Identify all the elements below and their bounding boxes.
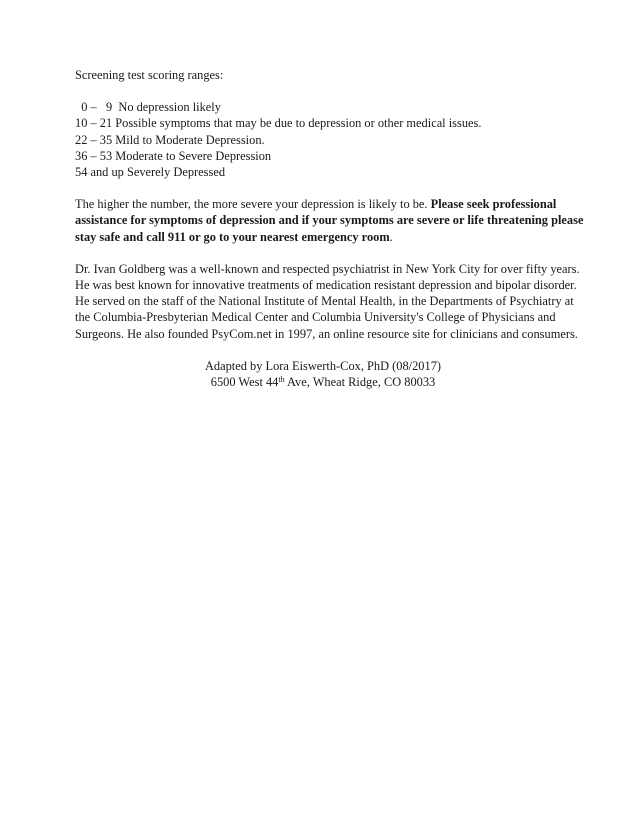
range-36-53: 36 – 53 Moderate to Severe Depression bbox=[75, 148, 272, 163]
address-prefix: 6500 West 44 bbox=[210, 375, 279, 390]
advice-end: . bbox=[389, 229, 393, 244]
document-page bbox=[75, 67, 585, 390]
address-suffix: Ave, Wheat Ridge, CO 80033 bbox=[284, 375, 436, 390]
spacer bbox=[75, 245, 585, 261]
range-54-up: 54 and up Severely Depressed bbox=[75, 165, 226, 180]
advice-warning: Please seek professional assistance for symptoms of depression and if your symptoms are severe or life threatening please stay safe and call 911 or go to your nearest emergency room bbox=[75, 197, 584, 244]
bio-paragraph: Dr. Ivan Goldberg was a well-known and respected psychiatrist in New York City for over fifty years. He was best known for innovative treatments of medication resistant depression and bipolar disorder. He served on the staff of the National Institute of Mental Health, in the Departments of Psychiatry at the Columbia-Presbyterian Medical Center and Columbia University's College of Physicians and Surgeons. He also founded PsyCom.net in 1997, an online resource site for clinicians and consumers. bbox=[75, 261, 580, 341]
scoring-heading: Screening test scoring ranges: bbox=[75, 68, 224, 82]
spacer bbox=[75, 342, 585, 358]
advice-paragraph bbox=[75, 196, 585, 245]
address-line bbox=[75, 374, 585, 390]
range-10-21: 10 – 21 Possible symptoms that may be due to depression or other medical issues. bbox=[75, 116, 482, 131]
spacer bbox=[75, 180, 585, 196]
address-ordinal: th bbox=[278, 375, 285, 385]
spacer bbox=[75, 83, 585, 99]
adapted-by-credit: Adapted by Lora Eiswerth-Cox, PhD (08/2017) bbox=[204, 358, 442, 373]
scoring-ranges-list bbox=[75, 99, 585, 180]
range-0-9: 0 – 9 No depression likely bbox=[75, 100, 221, 115]
range-22-35: 22 – 35 Mild to Moderate Depression. bbox=[75, 132, 265, 147]
advice-text: The higher the number, the more severe your depression is likely to be. bbox=[75, 197, 431, 212]
